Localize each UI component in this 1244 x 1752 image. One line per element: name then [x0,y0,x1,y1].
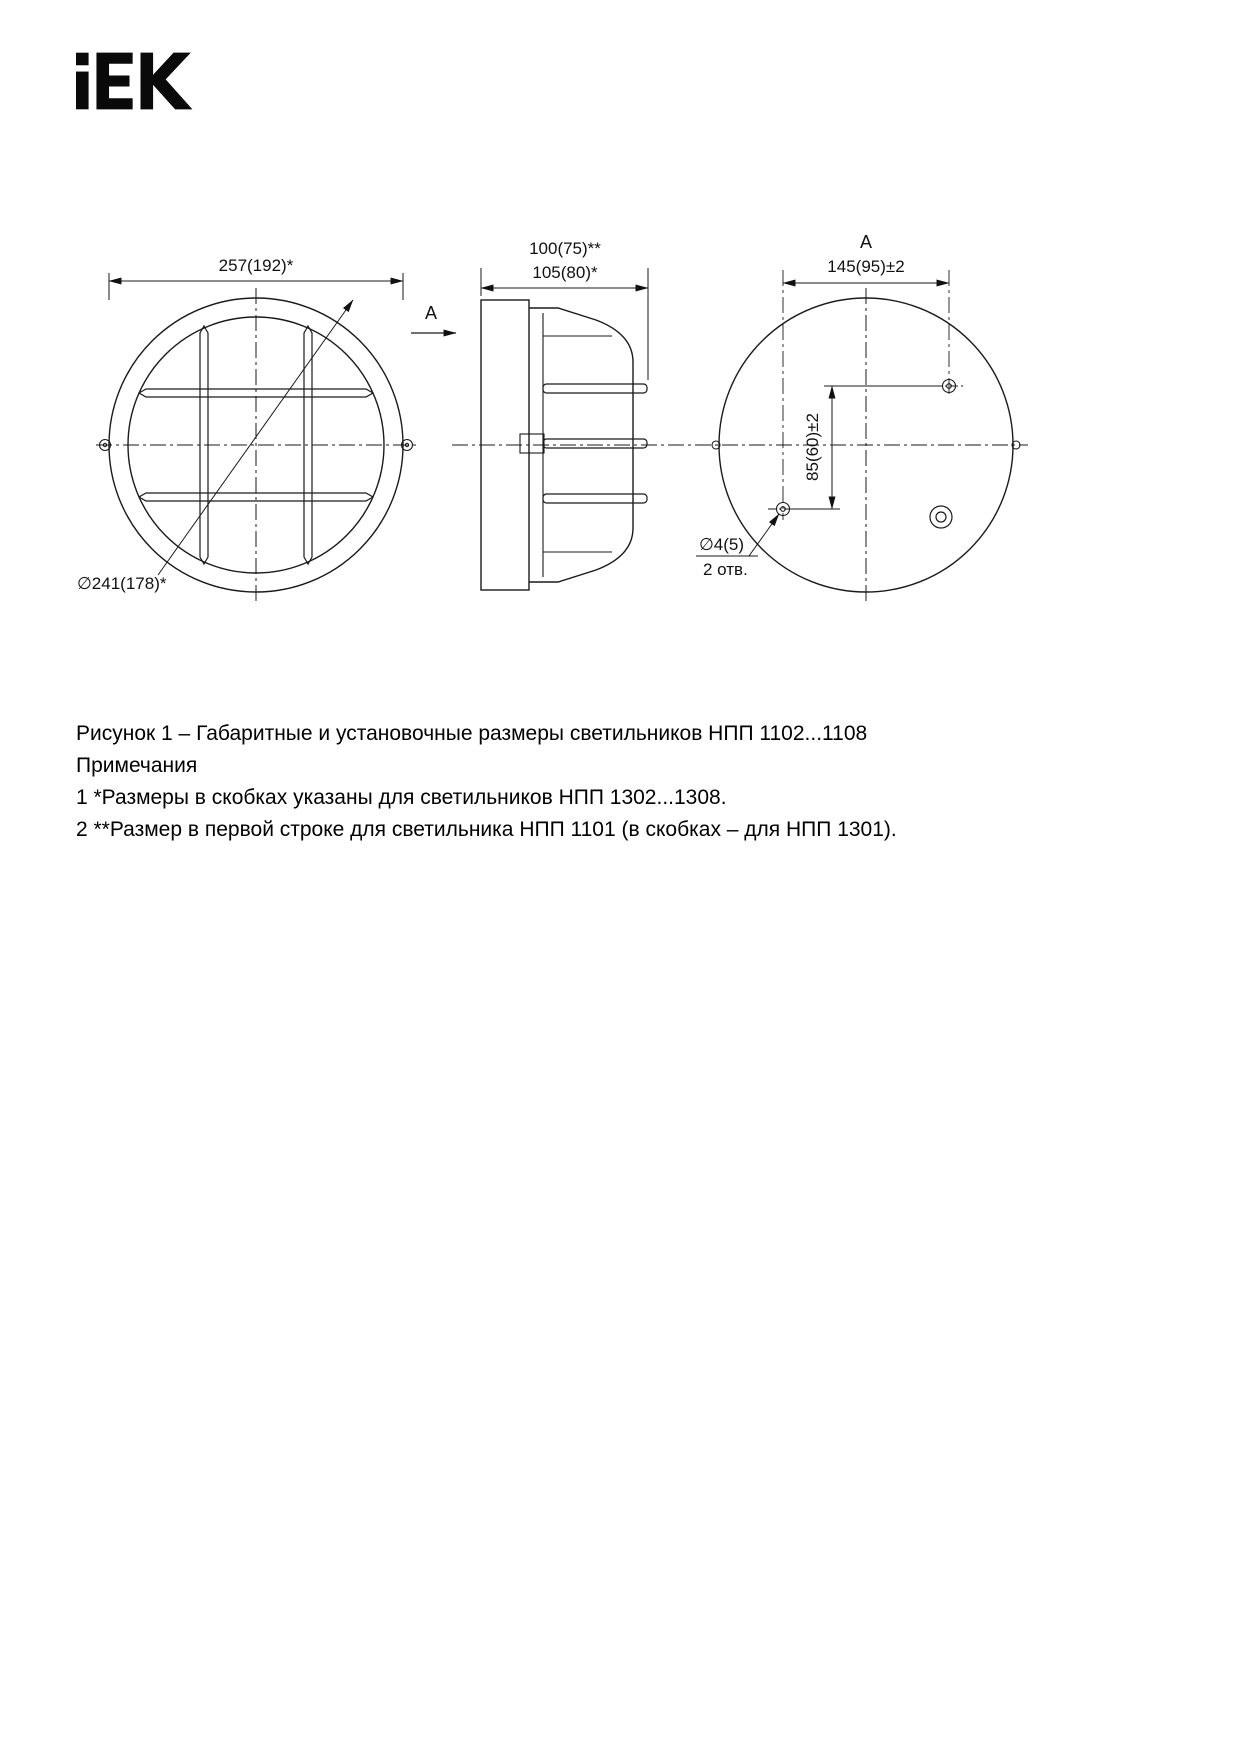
side-depth-dim-text-1: 100(75)** [529,239,601,258]
rear-cable-entry [930,506,952,528]
rear-hole-count-text: 2 отв. [703,560,748,579]
side-section-label: A [424,303,438,323]
notes-title: Примечания [76,754,198,777]
figure-title: Рисунок 1 – Габаритные и установочные размеры светильников НПП 1102...1108 [76,722,868,745]
rear-view [696,232,1020,602]
front-view [77,256,416,602]
side-depth-dim-text-2: 105(80)* [532,263,598,282]
rear-h-dim-text: 145(95)±2 [827,257,905,276]
rear-hole-diameter-text: ∅4(5) [699,535,745,554]
technical-drawing [0,0,1244,680]
side-depth-dimension [481,268,648,380]
figure-caption [76,718,1176,846]
rear-view-label: A [859,232,873,252]
front-diameter-label: ∅241(178)* [77,574,167,593]
rear-v-dim-text: 85(60)±2 [803,413,822,481]
side-clamp [520,434,544,453]
note-2: 2 **Размер в первой строке для светильника НПП 1101 (в скобках – для НПП 1301). [76,818,897,841]
front-width-dim-text: 257(192)* [218,256,294,275]
side-grille-bars [543,384,647,503]
note-1: 1 *Размеры в скобках указаны для светильников НПП 1302...1308. [76,786,727,809]
